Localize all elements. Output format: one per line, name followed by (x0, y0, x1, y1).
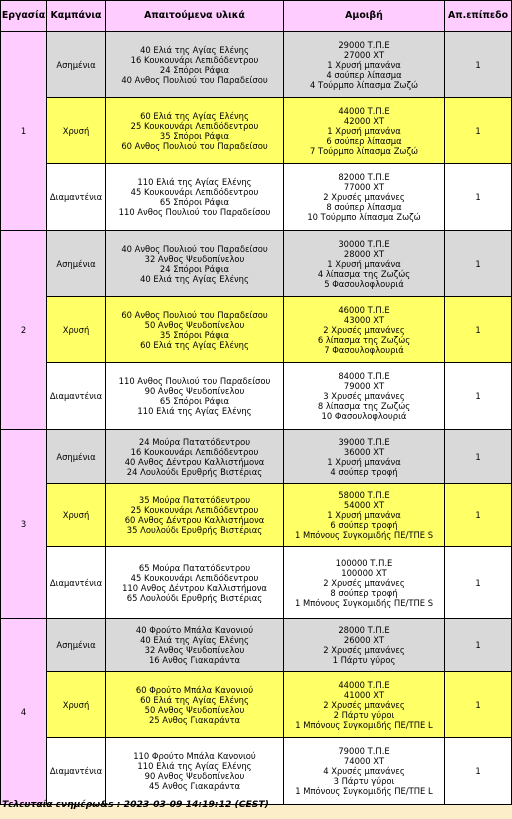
campaign-cell: Ασημένια (47, 430, 106, 484)
level-cell: 1 (445, 547, 512, 619)
reward-cell (284, 363, 445, 430)
materials-cell (106, 430, 284, 484)
material-line: 110 Ελιά της Αγίας Ελένης (137, 177, 252, 187)
task-number: 2 (1, 231, 47, 430)
material-line: 35 Σπόροι Ράφια (159, 130, 230, 141)
reward-line: 5 Φασουλοφλουριά (324, 278, 404, 289)
material-line: 60 Ελιά της Αγίας Ελένης (140, 110, 249, 121)
material-line: 24 Μούρα Πατατόδεντρου (138, 436, 251, 447)
header-level: Απ.επίπεδο (445, 1, 512, 32)
campaign-cell: Ασημένια (47, 619, 106, 672)
materials-cell (106, 32, 284, 98)
reward-line: 79000 ΧΤ (343, 381, 385, 391)
reward-line: 10 Τούρμπο λίπασμα Ζωζώ (307, 212, 421, 222)
reward-line: 4 Χρυσές μπανάνες (323, 766, 405, 776)
reward-line: 8 σούπερ τροφή (330, 587, 398, 598)
material-line: 16 Κουκουνάρι Λεπιδόδεντρου (130, 54, 259, 65)
header-reward: Αμοιβή (284, 1, 445, 32)
materials-cell (106, 738, 284, 805)
campaign-cell: Ασημένια (47, 32, 106, 98)
reward-line: 10 Φασουλοφλουριά (321, 411, 407, 421)
reward-line: 100000 Τ.Π.Ε (335, 557, 393, 568)
material-line: 24 Σπόροι Ράφια (159, 64, 230, 75)
reward-line: 4 Τούρμπο λίπασμα Ζωζώ (309, 79, 419, 90)
material-line: 24 Σπόροι Ράφια (159, 263, 230, 274)
material-line: 24 Λουλούδι Ερυθρής Βιστέριας (126, 466, 263, 477)
material-line: 50 Ανθος Ψευδοπίνελου (144, 704, 245, 715)
material-line: 65 Σπόροι Ράφια (159, 197, 230, 207)
reward-line: 1 Μπόνους Συγκομιδής ΠΕ/ΤΠΕ S (294, 530, 434, 540)
reward-line: 54000 ΧΤ (343, 500, 385, 510)
reward-line: 42000 ΧΤ (343, 115, 385, 126)
reward-line: 100000 ΧΤ (341, 567, 387, 578)
reward-line: 1 Μπόνους Συγκομιδής ΠΕ/ΤΠΕ L (295, 719, 433, 730)
reward-line: 1 Μπόνους Συγκομιδής ΠΕ/ΤΠΕ S (294, 597, 434, 608)
material-line: 40 Ελιά της Αγίας Ελένης (140, 44, 249, 55)
reward-cell (284, 98, 445, 164)
materials-cell (106, 672, 284, 738)
table-row (1, 231, 512, 297)
task-number: 4 (1, 619, 47, 805)
material-line: 65 Σπόροι Ράφια (159, 396, 230, 406)
reward-line: 2 Χρυσές μπανάνες (323, 699, 405, 710)
reward-line: 28000 Τ.Π.Ε (338, 625, 390, 635)
reward-line: 2 Χρυσές μπανάνες (323, 324, 405, 335)
campaign-cell: Ασημένια (47, 231, 106, 297)
material-line: 110 Φρούτο Μπάλα Κανονιού (133, 751, 256, 761)
reward-line: 1 Χρυσή μπανάνα (327, 510, 401, 520)
reward-line: 1 Πάρτυ γύρος (332, 655, 396, 665)
material-line: 110 Ανθος Πουλιού του Παραδείσου (118, 207, 271, 217)
reward-cell (284, 164, 445, 231)
material-line: 40 Ελιά της Αγίας Ελένης (140, 635, 249, 645)
material-line: 35 Μούρα Πατατόδεντρου (138, 495, 251, 505)
reward-line: 1 Μπόνους Συγκομιδής ΠΕ/ΤΠΕ L (295, 786, 433, 796)
reward-line: 4 λίπασμα της Ζωζώς (317, 268, 411, 279)
material-line: 50 Ανθος Ψευδοπίνελου (144, 319, 245, 330)
material-line: 16 Κουκουνάρι Λεπιδόδεντρου (130, 446, 259, 457)
table-row (1, 672, 512, 738)
material-line: 45 Κουκουνάρι Λεπιδόδεντρου (130, 572, 259, 583)
campaign-cell: Διαμαντένια (47, 547, 106, 619)
table-row (1, 363, 512, 430)
reward-line: 44000 Τ.Π.Ε (338, 679, 390, 690)
material-line: 16 Ανθος Γιακαράντα (148, 655, 241, 665)
material-line: 110 Ελιά της Αγίας Ελένης (137, 761, 252, 771)
table-row (1, 164, 512, 231)
material-line: 60 Ανθος Δέντρου Καλλιστήμονα (124, 515, 265, 525)
reward-line: 3 Πάρτυ γύροι (333, 776, 395, 786)
material-line: 60 Ελιά της Αγίας Ελένης (140, 694, 249, 705)
materials-cell (106, 484, 284, 547)
table-row (1, 738, 512, 805)
material-line: 60 Ελιά της Αγίας Ελένης (140, 339, 249, 350)
reward-line: 46000 Τ.Π.Ε (338, 304, 390, 315)
reward-line: 29000 Τ.Π.Ε (338, 39, 390, 50)
task-number: 1 (1, 32, 47, 231)
reward-line: 58000 Τ.Π.Ε (338, 490, 390, 500)
reward-cell (284, 738, 445, 805)
table-row (1, 32, 512, 98)
table-row (1, 98, 512, 164)
reward-line: 2 Χρυσές μπανάνες (323, 192, 405, 202)
reward-line: 4 σούπερ τροφή (330, 466, 398, 477)
table-row (1, 547, 512, 619)
header-materials: Απαιτούμενα υλικά (106, 1, 284, 32)
reward-line: 3 Χρυσές μπανάνες (323, 391, 405, 401)
reward-line: 8 σούπερ λίπασμα (326, 202, 402, 212)
reward-line: 2 Πάρτυ γύροι (333, 709, 395, 720)
material-line: 90 Ανθος Ψευδοπίνελου (144, 771, 245, 781)
reward-line: 77000 ΧΤ (343, 182, 385, 192)
reward-line: 6 λίπασμα της Ζωζώς (317, 334, 411, 345)
material-line: 40 Φρούτο Μπάλα Κανονιού (135, 625, 254, 635)
reward-line: 1 Χρυσή μπανάνα (327, 258, 401, 269)
table-body (1, 32, 512, 805)
reward-line: 7 Τούρμπο λίπασμα Ζωζώ (309, 145, 419, 156)
reward-cell (284, 484, 445, 547)
reward-line: 1 Χρυσή μπανάνα (327, 456, 401, 467)
material-line: 32 Ανθος Ψευδοπίνελου (144, 645, 245, 655)
campaign-cell: Διαμαντένια (47, 164, 106, 231)
materials-cell (106, 297, 284, 363)
table-row (1, 484, 512, 547)
material-line: 110 Ανθος Πουλιού του Παραδείσου (118, 376, 271, 386)
reward-line: 30000 Τ.Π.Ε (338, 238, 390, 249)
reward-line: 84000 Τ.Π.Ε (338, 371, 390, 381)
reward-line: 36000 ΧΤ (343, 446, 385, 457)
table-row (1, 430, 512, 484)
reward-line: 4 σούπερ λίπασμα (326, 69, 402, 80)
material-line: 60 Ανθος Πουλιού του Παραδείσου (121, 140, 268, 151)
reward-line: 82000 Τ.Π.Ε (338, 172, 390, 182)
table-row (1, 619, 512, 672)
campaign-cell: Διαμαντένια (47, 363, 106, 430)
material-line: 110 Ανθος Δέντρου Καλλιστήμονα (122, 582, 267, 593)
header-task: Εργασία (1, 1, 47, 32)
reward-line: 2 Χρυσές μπανάνες (323, 577, 405, 588)
reward-cell (284, 231, 445, 297)
campaign-cell: Χρυσή (47, 98, 106, 164)
reward-line: 43000 ΧΤ (343, 314, 385, 325)
material-line: 90 Ανθος Ψευδοπίνελου (144, 386, 245, 396)
materials-cell (106, 98, 284, 164)
reward-line: 39000 Τ.Π.Ε (338, 436, 390, 447)
material-line: 32 Ανθος Ψευδοπίνελου (144, 253, 245, 264)
materials-cell (106, 619, 284, 672)
level-cell: 1 (445, 430, 512, 484)
material-line: 25 Κουκουνάρι Λεπιδόδεντρου (130, 120, 259, 131)
level-cell: 1 (445, 32, 512, 98)
reward-line: 2 Χρυσές μπανάνες (323, 645, 405, 655)
level-cell: 1 (445, 363, 512, 430)
material-line: 35 Λουλούδι Ερυθρής Βιστέριας (126, 525, 263, 535)
level-cell: 1 (445, 672, 512, 738)
reward-line: 7 Φασουλοφλουριά (324, 344, 404, 355)
materials-cell (106, 231, 284, 297)
materials-cell (106, 547, 284, 619)
reward-cell (284, 32, 445, 98)
reward-line: 27000 ΧΤ (343, 49, 385, 60)
task-number: 3 (1, 430, 47, 619)
reward-cell (284, 619, 445, 672)
level-cell: 1 (445, 484, 512, 547)
campaign-cell: Χρυσή (47, 297, 106, 363)
material-line: 25 Κουκουνάρι Λεπιδόδεντρου (130, 505, 259, 515)
material-line: 40 Ανθος Δέντρου Καλλιστήμονα (124, 456, 265, 467)
material-line: 25 Ανθος Γιακαράντα (148, 714, 241, 725)
material-line: 45 Κουκουνάρι Λεπιδόδεντρου (130, 187, 259, 197)
campaign-cell: Χρυσή (47, 672, 106, 738)
level-cell: 1 (445, 164, 512, 231)
last-updated: Τελευταία ενημέρω&s : 2023-03-09 14:19:12 (CEST) (2, 799, 269, 810)
material-line: 40 Ανθος Πουλιού του Παραδείσου (121, 74, 268, 85)
reward-cell (284, 672, 445, 738)
reward-line: 1 Χρυσή μπανάνα (327, 59, 401, 70)
material-line: 65 Λουλούδι Ερυθρής Βιστέριας (126, 592, 263, 603)
reward-line: 79000 Τ.Π.Ε (338, 746, 390, 756)
reward-cell (284, 297, 445, 363)
material-line: 45 Ανθος Γιακαράντα (148, 781, 241, 791)
level-cell: 1 (445, 738, 512, 805)
level-cell: 1 (445, 98, 512, 164)
reward-line: 74000 ΧΤ (343, 756, 385, 766)
reward-line: 28000 ΧΤ (343, 248, 385, 259)
material-line: 35 Σπόροι Ράφια (159, 329, 230, 340)
reward-line: 26000 ΧΤ (343, 635, 385, 645)
material-line: 65 Μούρα Πατατόδεντρου (138, 562, 251, 573)
header-campaign: Καμπάνια (47, 1, 106, 32)
reward-line: 6 σούπερ λίπασμα (326, 135, 402, 146)
reward-line: 44000 Τ.Π.Ε (338, 105, 390, 116)
material-line: 60 Φρούτο Μπάλα Κανονιού (135, 684, 254, 695)
reward-line: 41000 ΧΤ (343, 689, 385, 700)
materials-cell (106, 164, 284, 231)
material-line: 40 Ανθος Πουλιού του Παραδείσου (121, 243, 268, 254)
campaign-cell: Διαμαντένια (47, 738, 106, 805)
level-cell: 1 (445, 619, 512, 672)
level-cell: 1 (445, 231, 512, 297)
material-line: 60 Ανθος Πουλιού του Παραδείσου (121, 309, 268, 320)
reward-line: 1 Χρυσή μπανάνα (327, 125, 401, 136)
header-row (1, 1, 512, 32)
campaign-cell: Χρυσή (47, 484, 106, 547)
material-line: 40 Ελιά της Αγίας Ελένης (140, 273, 249, 284)
level-cell: 1 (445, 297, 512, 363)
reward-line: 8 λίπασμα της Ζωζώς (317, 401, 411, 411)
reward-line: 6 σούπερ τροφή (330, 520, 398, 530)
table-row (1, 297, 512, 363)
materials-cell (106, 363, 284, 430)
reward-cell (284, 547, 445, 619)
material-line: 110 Ελιά της Αγίας Ελένης (137, 406, 252, 416)
reward-cell (284, 430, 445, 484)
